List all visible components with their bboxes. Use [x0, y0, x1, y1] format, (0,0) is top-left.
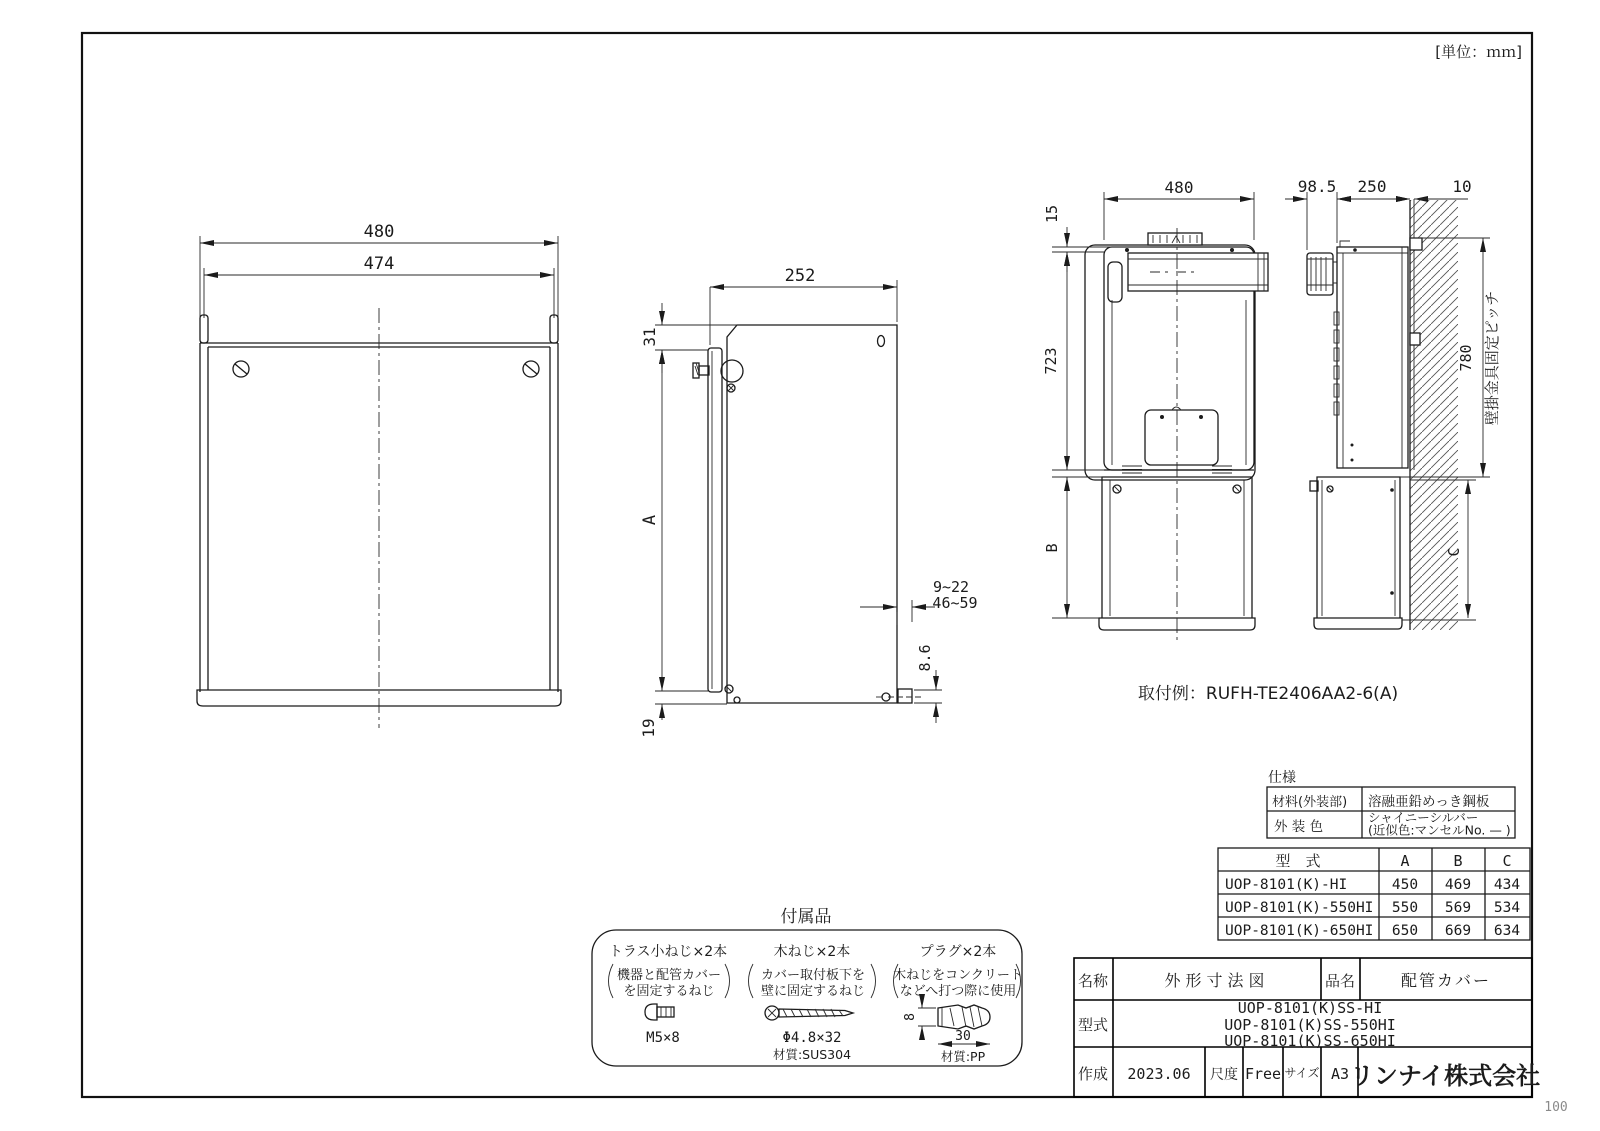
- heater-front: [1085, 233, 1268, 480]
- titleblock-name-value: 外形寸法図: [1164, 971, 1270, 990]
- dim-hook-86: 8.6: [916, 644, 934, 672]
- install-view: [1042, 177, 1501, 704]
- svg-text:木ねじをコンクリート: 木ねじをコンクリート: [893, 968, 1023, 983]
- model-col-b: B: [1453, 852, 1463, 870]
- svg-text:カバー取付板下を: カバー取付板下を: [760, 968, 866, 983]
- svg-text:UOP-8101(K)-650HI: UOP-8101(K)-650HI: [1225, 923, 1374, 939]
- dim-side-31: 31: [640, 327, 659, 347]
- front-view-outline: [197, 308, 561, 728]
- svg-text:8: 8: [903, 1013, 918, 1021]
- svg-text:434: 434: [1493, 877, 1521, 893]
- svg-text:569: 569: [1444, 900, 1472, 916]
- dim-install-15: 15: [1043, 204, 1061, 224]
- svg-text:650: 650: [1391, 923, 1419, 939]
- svg-text:634: 634: [1493, 923, 1521, 939]
- titleblock-scale-value: Free: [1244, 1065, 1282, 1083]
- svg-text:UOP-8101(K)-550HI: UOP-8101(K)-550HI: [1225, 900, 1374, 916]
- spec-color-value1: シャイニーシルバー: [1368, 810, 1479, 825]
- dim-install-985: 98.5: [1297, 177, 1337, 196]
- model-col-c: C: [1502, 852, 1512, 870]
- dim-gap-2: 46~59: [932, 594, 978, 612]
- install-caption: 取付例：RUFH-TE2406AA2-6(A): [1137, 684, 1399, 704]
- svg-text:450: 450: [1391, 877, 1419, 893]
- dim-front-480: 480: [363, 222, 395, 242]
- plug-icon: [938, 1005, 990, 1029]
- svg-text:壁に固定するねじ: 壁に固定するねじ: [760, 984, 866, 999]
- accessory-truss-screw: [609, 943, 730, 1046]
- svg-text:材質:PP: 材質:PP: [940, 1049, 986, 1064]
- dim-side-252: 252: [784, 266, 816, 286]
- wall-bracket-top: [1410, 238, 1422, 250]
- svg-text:534: 534: [1493, 900, 1521, 916]
- titleblock-created-value: 2023.06: [1127, 1065, 1191, 1083]
- wall: [1410, 200, 1458, 630]
- front-view: [197, 222, 561, 728]
- accessories-title: 付属品: [780, 907, 832, 927]
- spec-material-value: 溶融亜鉛めっき鋼板: [1368, 794, 1490, 810]
- svg-text:などへ打つ際に使用: などへ打つ際に使用: [899, 984, 1017, 999]
- svg-text:M5×8: M5×8: [646, 1030, 680, 1046]
- dim-install-B: B: [1043, 543, 1061, 553]
- titleblock-item-value: 配管カバー: [1400, 971, 1492, 990]
- titleblock-size-value: A3: [1330, 1065, 1350, 1083]
- svg-text:を固定するねじ: を固定するねじ: [623, 984, 715, 999]
- model-table: [1218, 848, 1530, 940]
- titleblock-created-label: 作成: [1077, 1065, 1109, 1083]
- title-block: [1074, 958, 1540, 1097]
- svg-text:木ねじ×2本: 木ねじ×2本: [773, 944, 851, 960]
- dim-gap-1: 9~22: [932, 578, 970, 596]
- svg-text:669: 669: [1444, 923, 1472, 939]
- model-table-row: [1225, 877, 1520, 893]
- svg-text:Φ4.8×32: Φ4.8×32: [782, 1030, 842, 1046]
- svg-text:機器と配管カバー: 機器と配管カバー: [616, 968, 722, 983]
- model-col-header: 型 式: [1275, 852, 1321, 870]
- titleblock-name-label: 名称: [1077, 972, 1109, 990]
- titleblock-size-label: サイズ: [1284, 1066, 1320, 1080]
- svg-text:30: 30: [955, 1029, 971, 1044]
- titleblock-model-2: UOP-8101(K)SS-550HI: [1224, 1016, 1396, 1034]
- model-table-row: [1225, 923, 1520, 939]
- spec-material-label: 材料(外装部): [1272, 795, 1348, 810]
- spec-color-value2: (近似色:マンセルNo. — ): [1368, 822, 1511, 838]
- svg-text:550: 550: [1391, 900, 1419, 916]
- titleblock-item-label: 品名: [1324, 972, 1356, 990]
- side-view-outline: [693, 325, 922, 703]
- dim-install-C: C: [1445, 547, 1463, 557]
- dim-install-480: 480: [1164, 178, 1194, 197]
- unit-note: [単位：ｍｍ]: [1435, 43, 1522, 61]
- spec-title: 仕様: [1268, 770, 1296, 786]
- dim-install-780: 780: [1457, 344, 1475, 372]
- pitch-label: 壁掛金具固定ピッチ: [1483, 290, 1501, 426]
- svg-text:材質:SUS304: 材質:SUS304: [772, 1047, 852, 1062]
- accessories-box: [592, 907, 1023, 1066]
- dim-install-10: 10: [1452, 177, 1472, 196]
- dim-front-474: 474: [363, 254, 395, 274]
- titleblock-scale-label: 尺度: [1210, 1067, 1238, 1083]
- svg-text:UOP-8101(K)-HI: UOP-8101(K)-HI: [1225, 877, 1348, 893]
- svg-text:プラグ×2本: プラグ×2本: [919, 944, 997, 960]
- side-hole: [721, 360, 743, 382]
- dim-side-A: A: [640, 514, 660, 526]
- company-name: リンナイ株式会社: [1349, 1062, 1541, 1090]
- heater-side: [1307, 241, 1408, 468]
- cover-side: [1310, 477, 1402, 629]
- spec-table: [1267, 769, 1515, 838]
- wood-screw-icon: [765, 1006, 853, 1020]
- flue-collar: [1148, 233, 1202, 245]
- spec-color-label: 外 装 色: [1274, 819, 1324, 835]
- accessory-wood-screw: [749, 943, 876, 1062]
- svg-text:469: 469: [1444, 877, 1472, 893]
- truss-screw-icon: [645, 1004, 674, 1020]
- titleblock-model-label: 型式: [1077, 1016, 1109, 1034]
- titleblock-model-1: UOP-8101(K)SS-HI: [1237, 999, 1383, 1017]
- titleblock-model-3: UOP-8101(K)SS-650HI: [1224, 1032, 1396, 1050]
- model-col-a: A: [1400, 852, 1410, 870]
- side-view: [639, 266, 978, 738]
- model-table-row: [1225, 900, 1520, 916]
- side-hook: [898, 689, 912, 703]
- dim-install-723: 723: [1042, 347, 1060, 375]
- accessory-plug: [893, 943, 1023, 1064]
- page-number: 100: [1544, 1100, 1568, 1115]
- dim-side-19: 19: [639, 718, 658, 738]
- svg-text:トラス小ねじ×2本: トラス小ねじ×2本: [608, 944, 728, 960]
- dim-install-250: 250: [1357, 177, 1387, 196]
- wall-bracket-mid: [1410, 333, 1420, 345]
